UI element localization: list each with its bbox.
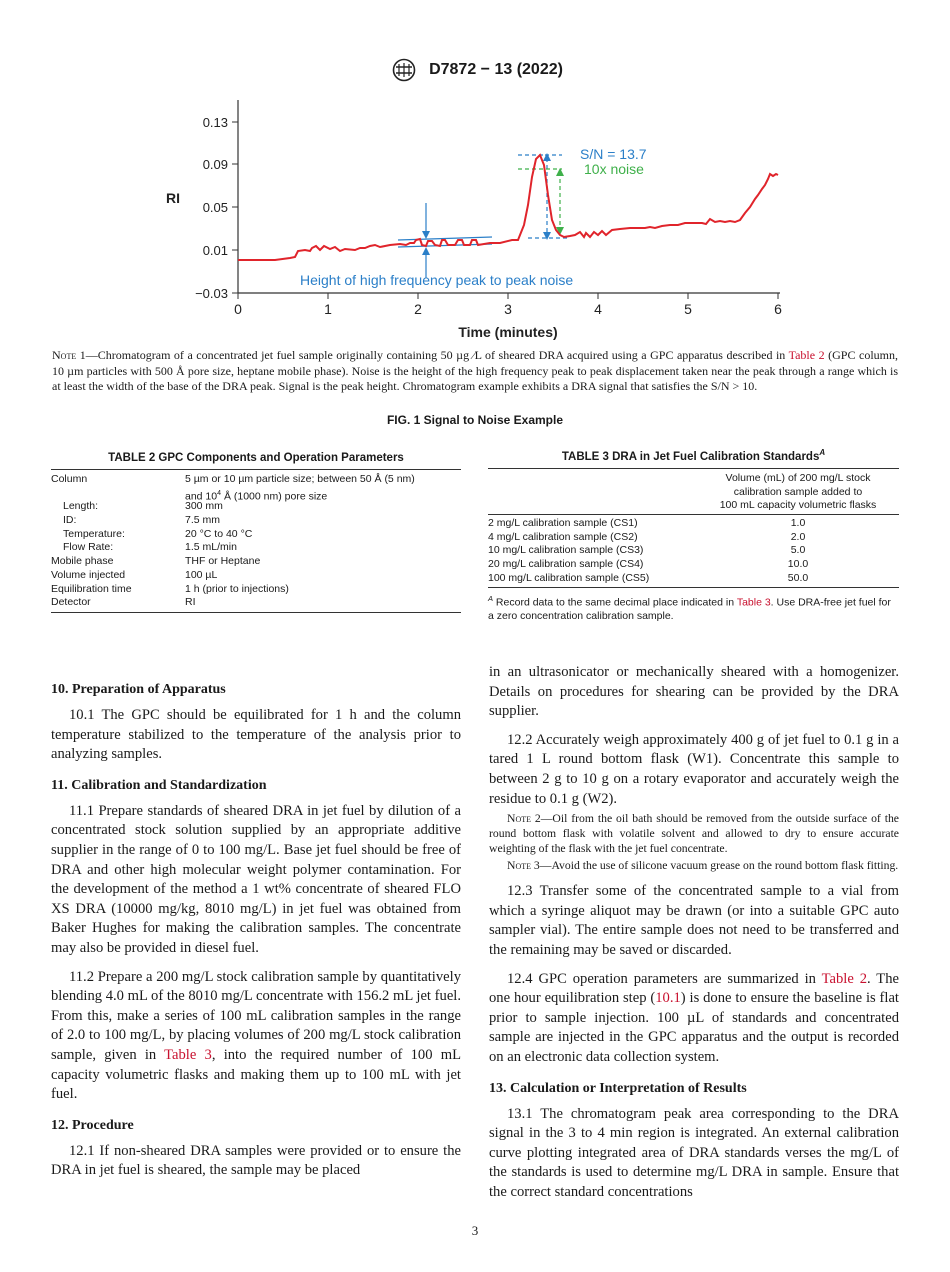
left-column bbox=[51, 682, 461, 1181]
table-row bbox=[488, 517, 899, 531]
standard-designation: D7872 − 13 (2022) bbox=[429, 61, 563, 78]
table-row bbox=[51, 514, 461, 528]
section-13-title: 13. Calculation or Interpretation of Results bbox=[489, 1080, 747, 1096]
y-tick-label: −0.03 bbox=[195, 286, 228, 301]
sn-label: S/N = 13.7 bbox=[580, 146, 647, 162]
para-10-1: 10.1 The GPC should be equilibrated for 1 h and the column temperature stabilized to the temperature of the analysis prior to analyzing samples. bbox=[51, 707, 461, 763]
astm-logo-icon bbox=[387, 58, 421, 82]
table-cell-value: 1.0 bbox=[790, 516, 806, 529]
table-row bbox=[488, 531, 899, 545]
section-10-title: 10. Preparation of Apparatus bbox=[51, 682, 226, 697]
para-12-2: 12.2 Accurately weigh approximately 400 g of jet fuel to 0.1 g in a tared 1 L round bottom flask (W1). Concentrate this sample to between 2 g to 10 g on a rotary evaporator and accurately weigh the residue to 0.1 g (W2). bbox=[489, 731, 899, 807]
sn-arrowhead-top bbox=[543, 153, 551, 161]
table-2-link[interactable]: Table 2 bbox=[821, 970, 867, 987]
note-2: Note 2—Oil from the oil bath should be removed from the outside surface of the round bottom flask with volatile solvent and allowed to dry to ensure accurate weighting of the flask with the jet fuel concentrate. bbox=[489, 812, 899, 856]
para-13-1: 13.1 The chromatogram peak area corresponding to the DRA signal in the 3 to 4 min region is integrated. An external calibration curve plotting integrated area of DRA standards verses the mg/L of the standards is used to determine mg/L DRA in sample. Ensure that the correct standard concentrations bbox=[489, 1105, 899, 1200]
table-cell-value: 20 °C to 40 °C bbox=[185, 527, 253, 540]
x-tick-label: 1 bbox=[324, 301, 332, 317]
table-cell-label: 20 mg/L calibration sample (CS4) bbox=[488, 557, 644, 570]
section-11-title: 11. Calibration and Standardization bbox=[51, 777, 267, 793]
noise-10x-label: 10x noise bbox=[584, 161, 644, 177]
table-2 bbox=[51, 452, 461, 613]
page-number: 3 bbox=[471, 1223, 479, 1238]
x-tick-label: 4 bbox=[594, 301, 602, 317]
table-3-title: TABLE 3 DRA in Jet Fuel Calibration Standards$^A$ bbox=[561, 448, 826, 463]
para-12-1: 12.1 If non-sheared DRA samples were provided or to ensure the DRA in jet fuel is sheared, the sample may be placed bbox=[51, 1142, 461, 1179]
table-cell-value: 7.5 mm bbox=[185, 514, 221, 527]
table-row bbox=[488, 558, 899, 572]
table-3-header bbox=[488, 472, 899, 514]
table-cell-label: Length: bbox=[63, 500, 99, 513]
section-12-title: 12. Procedure bbox=[51, 1117, 134, 1133]
table-cell-value: 10.0 bbox=[787, 557, 809, 570]
table-cell-value: 5.0 bbox=[790, 544, 806, 557]
table-row bbox=[51, 583, 461, 597]
table-row bbox=[51, 528, 461, 542]
y-ticks bbox=[195, 115, 238, 301]
note-1-label: Note 1 bbox=[52, 348, 86, 362]
x-tick-label: 0 bbox=[234, 301, 242, 317]
table-row bbox=[51, 569, 461, 583]
table-cell-label: 100 mg/L calibration sample (CS5) bbox=[488, 571, 650, 584]
chromatogram-figure bbox=[150, 95, 790, 345]
table-cell-label: Column bbox=[51, 473, 88, 485]
note-1-text-a: —Chromatogram of a concentrated jet fuel sample originally containing 50 µg ⁄L of sheared DRA acquired using a GPC apparatus described in bbox=[85, 348, 789, 362]
para-12-3: 12.3 Transfer some of the concentrated sample to a vial from which a syringe aliquot may be drawn (or into a suitable GPC auto sampler vial). The entire sample does not need to be transferred and the remaining may be saved or discarded. bbox=[489, 883, 899, 958]
page-header bbox=[0, 58, 950, 84]
table-cell-label: Volume injected bbox=[51, 568, 126, 581]
table-cell-value: 300 mm bbox=[185, 500, 223, 513]
para-11-1: 11.1 Prepare standards of sheared DRA in jet fuel by dilution of a concentrated stock solution supplied by an appropriate additive supplier in the range of 0 to 100 mg/L. Base jet fuel should be free of DRA and other high molecular weight polymer contamination. For the development of the method a 1 wt% concentrate of sheared FLO XS DRA (10000 mg/kg, 8010 mg/L) in jet fuel was obtained from Baker Hughes for making the calibration samples. The concentrate may also be provided in diesel fuel. bbox=[51, 802, 461, 956]
table-cell-label: Flow Rate: bbox=[63, 541, 114, 554]
table-header-line: calibration sample added to bbox=[733, 485, 863, 498]
table-cell-value: 1 h (prior to injections) bbox=[185, 582, 289, 595]
table-cell-value: THF or Heptane bbox=[185, 555, 261, 568]
chromatogram-trace bbox=[238, 155, 778, 260]
y-tick-label: 0.01 bbox=[202, 243, 228, 258]
table-cell-label: Equilibration time bbox=[51, 582, 132, 595]
table-row bbox=[51, 596, 461, 610]
noise-arrowhead-down bbox=[422, 247, 430, 255]
x-axis-label: Time (minutes) bbox=[458, 324, 558, 340]
table-cell-label: Mobile phase bbox=[51, 555, 114, 568]
para-12-1-cont: in an ultrasonicator or mechanically sheared with a homogenizer. Details on procedures for shearing can be provided by the DRA supplier. bbox=[489, 664, 899, 720]
table-2-link[interactable]: Table 2 bbox=[788, 348, 825, 362]
table-cell-label: 4 mg/L calibration sample (CS2) bbox=[488, 530, 638, 543]
x-ticks bbox=[234, 293, 782, 317]
table-3-link[interactable]: Table 3 bbox=[164, 1046, 212, 1063]
table-cell-value: 100 µL bbox=[185, 568, 218, 581]
table-cell-value: 2.0 bbox=[790, 530, 806, 543]
table-header-line: Volume (mL) of 200 mg/L stock bbox=[725, 471, 871, 484]
table-cell-label: 10 mg/L calibration sample (CS3) bbox=[488, 544, 644, 557]
table-row bbox=[51, 500, 461, 514]
noise10-arrowhead-top bbox=[556, 168, 564, 176]
noise-arrowhead-up bbox=[422, 231, 430, 239]
table-row bbox=[51, 555, 461, 569]
table-row bbox=[488, 544, 899, 558]
y-tick-label: 0.13 bbox=[202, 115, 228, 130]
table-3-link[interactable]: Table 3 bbox=[736, 596, 771, 609]
y-tick-label: 0.05 bbox=[202, 200, 228, 215]
sn-arrowhead-bottom bbox=[543, 232, 551, 240]
para-12-4: 12.4 GPC operation parameters are summarized in Table 2. The one hour equilibration step (10.1) is done to ensure the baseline is flat prior to sample injection. 100 µL of standards and concentrated sample are injected in the GPC apparatus and the output is recorded on an electronic data collection system. bbox=[489, 970, 899, 1065]
table-cell-value: 50.0 bbox=[787, 571, 809, 584]
table-cell-value: 1.5 mL/min bbox=[185, 541, 237, 554]
x-tick-label: 3 bbox=[504, 301, 512, 317]
table-cell-label: ID: bbox=[63, 514, 77, 527]
table-3-footnote: $^A$ Record data to the same decimal place indicated in Table 3. Use DRA-free jet fuel for a zero concentration calibration sample. bbox=[488, 594, 891, 623]
y-tick-label: 0.09 bbox=[202, 157, 228, 172]
note-1 bbox=[52, 348, 898, 395]
x-tick-label: 2 bbox=[414, 301, 422, 317]
para-11-2: 11.2 Prepare a 200 mg/L stock calibration sample by quantitatively blending 4.0 mL of the 8010 mg/L concentrate with 156.2 mL jet fuel. From this, make a series of 100 mL calibration samples in the range of 2.0 to 100 mg/L, by placing volumes of 200 mg/L stock calibration sample, given in Table 3, into the required number of 100 mL capacity volumetric flasks and making them up to 100 mL with jet fuel. bbox=[51, 968, 461, 1103]
table-2-title: TABLE 2 GPC Components and Operation Parameters bbox=[108, 452, 404, 464]
table-3 bbox=[488, 448, 899, 624]
table-row bbox=[51, 473, 461, 487]
table-cell-value: 5 µm or 10 µm particle size; between 50 Å (5 nm) bbox=[185, 473, 415, 485]
table-cell-label: Temperature: bbox=[63, 527, 125, 540]
table-cell-value: and $10^4$ Å (1000 nm) pore size bbox=[185, 489, 328, 503]
note-1-text-b: (GPC column, 10 µm particles with 500 Å pore size, heptane mobile phase). Noise is the height of the high frequency peak to peak displacement taken near the peak through a range which is at least the width of the base of the DRA peak. Signal is the peak height. Chromatogram example exhibits a DRA signal that satisfies the S/N > 10. bbox=[52, 348, 898, 393]
figure-caption: FIG. 1 Signal to Noise Example bbox=[386, 413, 564, 427]
table-cell-label: 2 mg/L calibration sample (CS1) bbox=[488, 516, 638, 529]
table-row bbox=[51, 487, 461, 501]
x-tick-label: 6 bbox=[774, 301, 782, 317]
section-10-1-link[interactable]: 10.1 bbox=[655, 990, 681, 1007]
table-header-line: 100 mL capacity volumetric flasks bbox=[719, 499, 877, 512]
y-axis-label: RI bbox=[166, 190, 180, 206]
x-tick-label: 5 bbox=[684, 301, 692, 317]
noise-annotation-label: Height of high frequency peak to peak noise bbox=[300, 272, 574, 288]
right-column bbox=[489, 663, 899, 1202]
table-cell-value: RI bbox=[185, 596, 196, 609]
table-row bbox=[488, 572, 899, 586]
table-cell-label: Detector bbox=[51, 596, 91, 609]
note-3: Note 3—Avoid the use of silicone vacuum grease on the round bottom flask fitting. bbox=[507, 859, 899, 873]
table-row bbox=[51, 541, 461, 555]
